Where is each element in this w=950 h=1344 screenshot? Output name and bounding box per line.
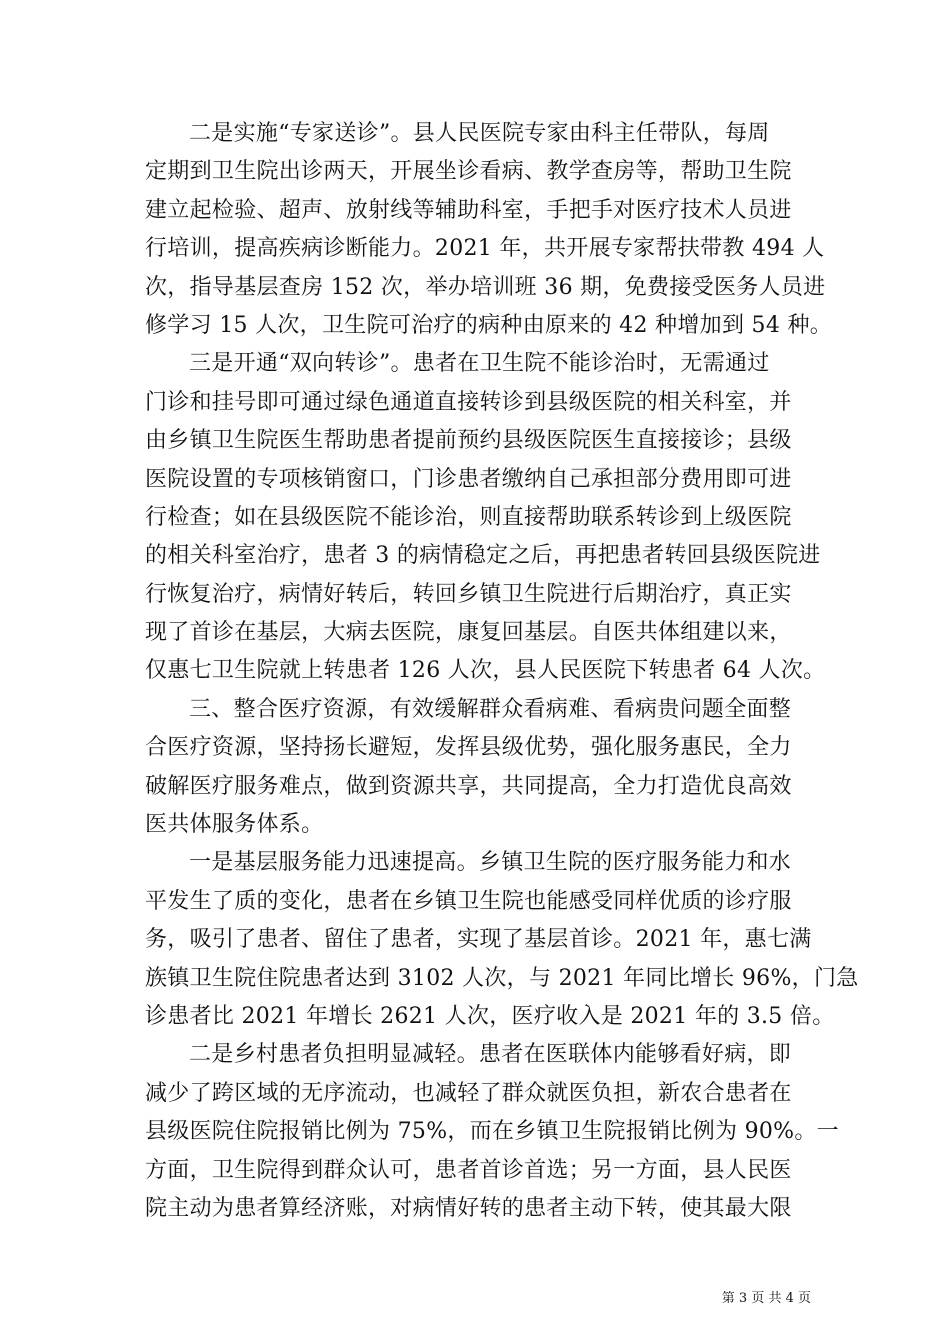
text-line: 务，吸引了患者、留住了患者，实现了基层首诊。2021 年，惠七满	[145, 927, 812, 953]
text-line: 一是基层服务能力迅速提高。乡镇卫生院的医疗服务能力和水	[189, 850, 792, 876]
text-line: 行检查；如在县级医院不能诊治，则直接帮助联系转诊到上级医院	[145, 504, 792, 530]
text-line: 减少了跨区域的无序流动，也减轻了群众就医负担，新农合患者在	[145, 1080, 792, 1106]
text-line: 诊患者比 2021 年增长 2621 人次，医疗收入是 2021 年的 3.5 倍。	[145, 1003, 835, 1029]
text-line: 建立起检验、超声、放射线等辅助科室，手把手对医疗技术人员进	[145, 197, 792, 223]
text-line: 三是开通“双向转诊”。患者在卫生院不能诊治时，无需通过	[189, 351, 770, 377]
text-line: 族镇卫生院住院患者达到 3102 人次，与 2021 年同比增长 96%，门急	[145, 965, 859, 991]
text-line: 合医疗资源，坚持扬长避短，发挥县级优势，强化服务惠民，全力	[145, 735, 792, 761]
text-line: 破解医疗服务难点，做到资源共享，共同提高，全力打造优良高效	[145, 773, 792, 799]
text-line: 次，指导基层查房 152 次，举办培训班 36 期，免费接受医务人员进	[145, 274, 826, 300]
text-line: 医共体服务体系。	[145, 812, 324, 838]
text-line: 二是实施“专家送诊”。县人民医院专家由科主任带队，每周	[189, 121, 770, 146]
text-line: 医院设置的专项核销窗口，门诊患者缴纳自己承担部分费用即可进	[145, 466, 792, 492]
text-line: 行恢复治疗，病情好转后，转回乡镇卫生院进行后期治疗，真正实	[145, 581, 792, 607]
text-line: 的相关科室治疗，患者 3 的病情稳定之后，再把患者转回县级医院进	[145, 543, 821, 569]
page-number: 第 3 页 共 4 页	[721, 1291, 811, 1306]
text-line: 方面，卫生院得到群众认可，患者首诊首选；另一方面，县人民医	[145, 1157, 792, 1183]
paragraph-reduced-burden	[145, 1036, 839, 1228]
text-line: 平发生了质的变化，患者在乡镇卫生院也能感受同样优质的诊疗服	[145, 888, 792, 914]
paragraph-integrate-resources	[145, 691, 811, 845]
document-body	[145, 115, 859, 1228]
text-line: 院主动为患者算经济账，对病情好转的患者主动下转，使其最大限	[145, 1195, 792, 1221]
text-line: 门诊和挂号即可通过绿色通道直接转诊到县级医院的相关科室，并	[145, 389, 792, 415]
text-line: 二是乡村患者负担明显减轻。患者在医联体内能够看好病，即	[189, 1042, 792, 1068]
paragraph-grassroots-capacity	[145, 844, 859, 1036]
text-line: 行培训，提高疾病诊断能力。2021 年，共开展专家帮扶带教 494 人	[145, 236, 825, 262]
text-line: 修学习 15 人次，卫生院可治疗的病种由原来的 42 种增加到 54 种。	[145, 312, 833, 338]
text-line: 县级医院住院报销比例为 75%，而在乡镇卫生院报销比例为 90%。一	[145, 1119, 839, 1145]
text-line: 仅惠七卫生院就上转患者 126 人次，县人民医院下转患者 64 人次。	[145, 658, 826, 684]
text-line: 三、整合医疗资源，有效缓解群众看病难、看病贵问题全面整	[189, 696, 792, 722]
paragraph-two-way-referral	[145, 345, 826, 691]
text-line: 定期到卫生院出诊两天，开展坐诊看病、教学查房等，帮助卫生院	[145, 159, 792, 185]
text-line: 现了首诊在基层，大病去医院，康复回基层。自医共体组建以来，	[145, 620, 792, 646]
text-line: 由乡镇卫生院医生帮助患者提前预约县级医院医生直接接诊；县级	[145, 428, 792, 454]
paragraph-expert-visits	[145, 115, 833, 345]
